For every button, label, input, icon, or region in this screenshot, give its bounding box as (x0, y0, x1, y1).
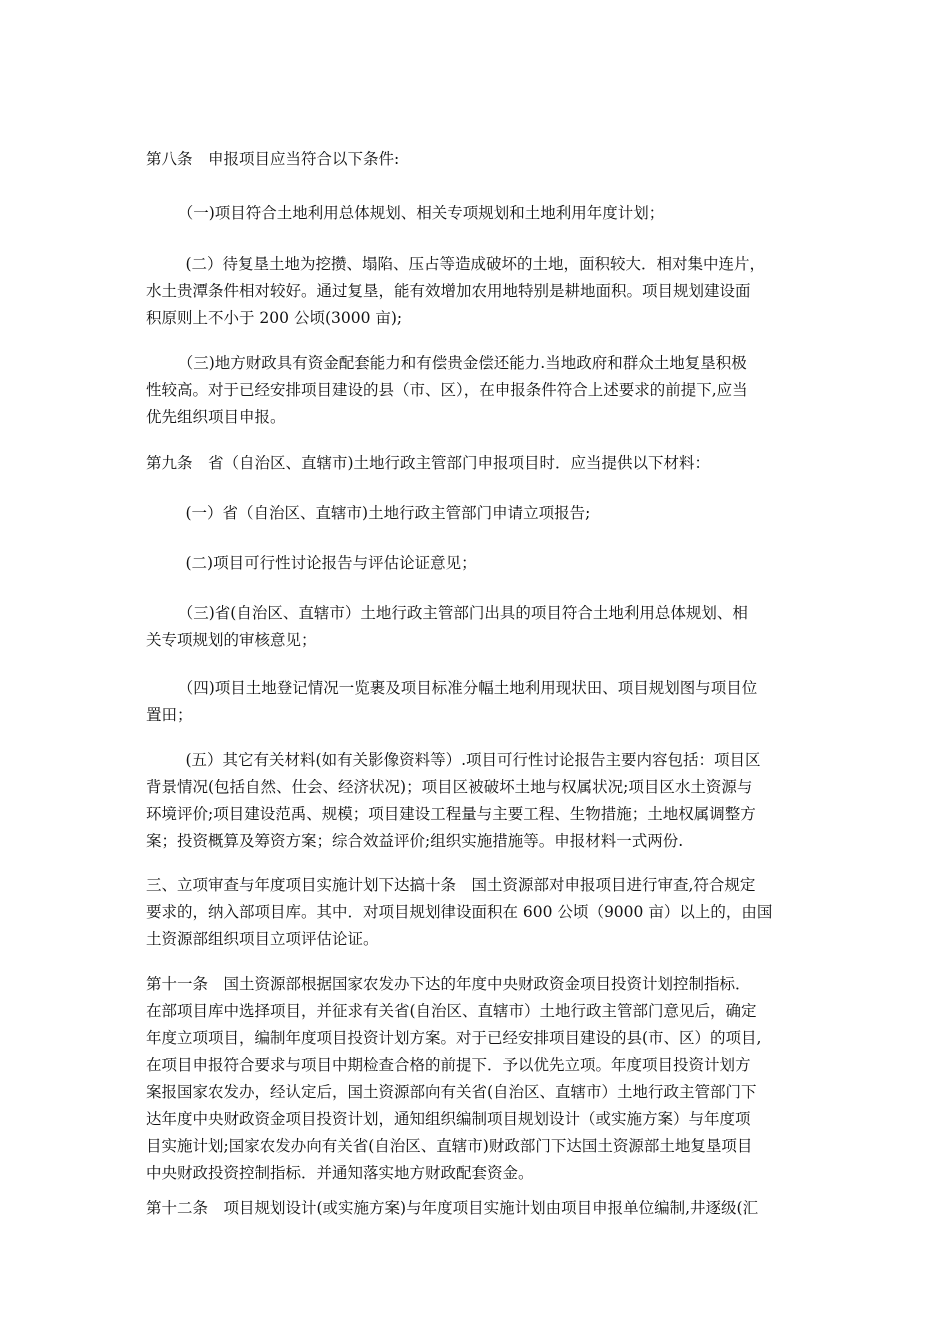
text-line: （四)项目土地登记情况一览裹及项目标准分幅土地利用现状田、项目规划图与项目位 (170, 679, 758, 697)
text-line: 第十一条 国土资源部根据国家农发办下达的年度中央财政资金项目投资计划控制指标． (146, 975, 751, 993)
text-line: 目实施计划;国家农发办向有关省(自治区、直辖市)财政部门下达国土资源部土地复垦项目 (146, 1137, 753, 1155)
article-9-item-2 (170, 550, 840, 577)
section-3-article-10 (146, 872, 816, 953)
text-line: 性较高。对于已经安排项目建设的县（市、区），在申报条件符合上述要求的前提下,应当 (146, 381, 748, 399)
text-line: 环境评价;项目建设范禹、规模；项目建设工程量与主要工程、生物措施；土地权属调整方 (146, 805, 756, 823)
text-line: （三)省(自治区、直辖市）土地行政主管部门出具的项目符合土地利用总体规划、相 (170, 604, 748, 622)
text-line: 要求的，纳入部项目库。其中．对项目规划律设面积在 600 公顷（9000 亩）以上的，由国 (146, 903, 773, 921)
article-9-item-3-cont (146, 627, 816, 654)
text-line: 积原则上不小于 200 公顷(3000 亩); (146, 309, 403, 327)
article-9-item-4-cont (146, 702, 816, 729)
text-line: 置田； (146, 706, 193, 724)
article-8-item-2 (170, 251, 840, 278)
text-line: 第九条 省（自治区、直辖市)土地行政主管部门申报项目时．应当提供以下材料： (146, 454, 711, 472)
text-line: 土资源部组织项目立项评估论证。 (146, 930, 379, 948)
text-line: 中央财政投资控制指标．并通知落实地方财政配套资金。 (146, 1164, 534, 1182)
text-line: 三、立项审查与年度项目实施计划下达搞十条 国土资源部对申报项目进行审查,符合规定 (146, 876, 756, 894)
text-line: （一)项目符合土地利用总体规划、相关专项规划和土地利用年度计划； (170, 204, 665, 222)
text-line: 在部项目库中选择项目，并征求有关省(自治区、直辖市）土地行政主管部门意见后，确定 (146, 1002, 757, 1020)
article-12 (146, 1195, 816, 1222)
text-line: 优先组织项目申报。 (146, 408, 286, 426)
text-line: 第十二条 项目规划设计(或实施方案)与年度项目实施计划由项目申报单位编制,井逐级(汇 (146, 1199, 759, 1217)
text-line: 关专项规划的审核意见； (146, 631, 317, 649)
text-line: (一）省（自治区、直辖市)土地行政主管部门申请立项报告; (170, 504, 591, 522)
article-8-heading (146, 146, 816, 173)
text-line: (五）其它有关材料(如有关影像资料等）.项目可行性讨论报告主要内容包括：项目区 (170, 751, 761, 769)
article-11 (146, 971, 816, 1187)
article-9-item-5-cont (146, 774, 816, 855)
text-line: 背景情况(包括自然、仕会、经济状况)；项目区被破坏土地与权属状况;项目区水土资源与 (146, 778, 753, 796)
article-8-item-3 (170, 350, 840, 377)
text-line: （三)地方财政具有资金配套能力和有偿贵金偿还能力.当地政府和群众土地复垦积极 (170, 354, 747, 372)
text-line: 案；投资概算及筹资方案；综合效益评价;组织实施措施等。申报材料一式两份. (146, 832, 684, 850)
text-line: 案报国家农发办，经认定后，国土资源部向有关省(自治区、直辖市）土地行政主管部门下 (146, 1083, 757, 1101)
text-line: 在项目申报符合要求与项目中期检查合格的前提下．予以优先立项。年度项目投资计划方 (146, 1056, 751, 1074)
text-line: 第八条 申报项目应当符合以下条件: (146, 150, 400, 168)
text-line: (二)项目可行性讨论报告与评估论证意见； (170, 554, 477, 572)
article-8-item-1 (170, 200, 840, 227)
article-9-item-3 (170, 600, 840, 627)
article-9-item-4 (170, 675, 840, 702)
article-8-item-3-cont (146, 377, 816, 431)
text-line: (二）待复垦土地为挖攒、塌陷、压占等造成破坏的土地，面积较大．相对集中连片， (170, 255, 766, 273)
article-9-heading (146, 450, 816, 477)
text-line: 年度立项项目，编制年度项目投资计划方案。对于已经安排项目建设的县(市、区）的项目, (146, 1029, 762, 1047)
text-line: 水土贵潭条件相对较好。通过复垦，能有效增加农用地特别是耕地面积。项目规划建设面 (146, 282, 751, 300)
text-line: 达年度中央财政资金项目投资计划，通知组织编制项目规划设计（或实施方案）与年度项 (146, 1110, 751, 1128)
article-9-item-5 (170, 747, 840, 774)
article-9-item-1 (170, 500, 840, 527)
article-8-item-2-cont (146, 278, 816, 332)
